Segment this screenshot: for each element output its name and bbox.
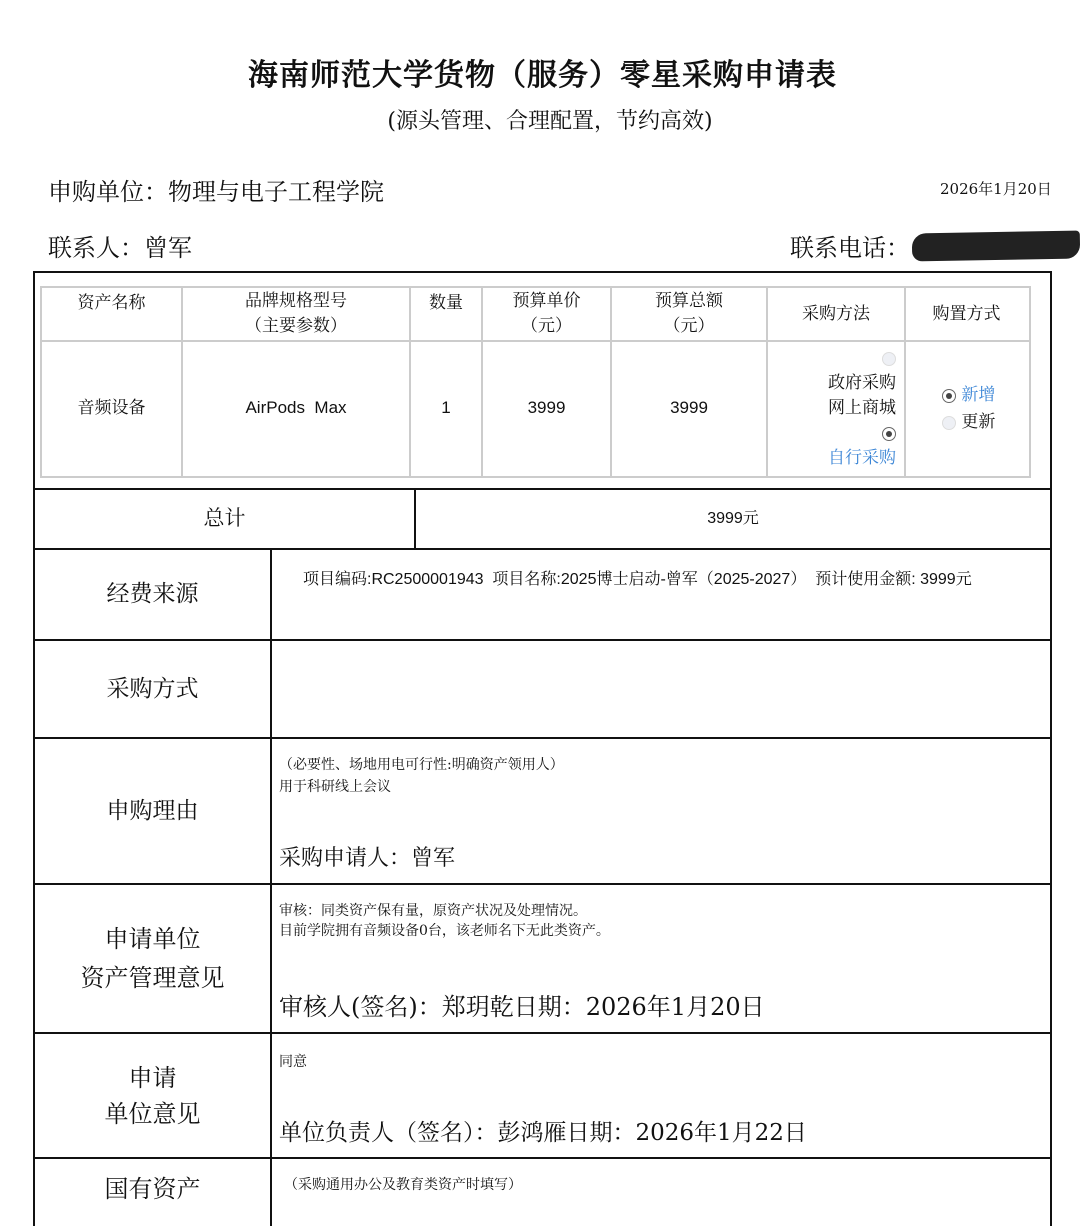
radio-update[interactable] <box>942 416 956 430</box>
asset-text: 目前学院拥有音频设备0台，该老师名下无此类资产。 <box>279 923 610 939</box>
unit-label: 申购单位： <box>48 178 168 206</box>
form-date: 2026年1月20日 <box>940 180 1052 198</box>
total-value: 3999元 <box>707 510 759 528</box>
unit-value: 物理与电子工程学院 <box>168 178 384 206</box>
phone-label: 联系电话： <box>790 234 910 262</box>
radio-self-purchase[interactable] <box>882 427 896 441</box>
opinion-text: 同意 <box>279 1054 307 1070</box>
header-qty: 数量 <box>429 292 463 313</box>
option-gov-mall[interactable]: 政府采购 网上商城 <box>828 373 896 418</box>
item-model: AirPods Max <box>245 397 347 417</box>
contact-label: 联系人： <box>48 234 144 262</box>
header-total: 预算总额 （元） <box>655 291 723 336</box>
item-qty: 1 <box>441 397 451 417</box>
form-subtitle: (源头管理、合理配置，节约高效) <box>387 109 713 134</box>
purchase-options <box>942 382 995 436</box>
header-asset-name: 资产名称 <box>77 292 146 313</box>
state-asset-label: 国有资产 <box>104 1175 201 1203</box>
method-label: 采购方式 <box>106 675 199 702</box>
phone-redaction <box>912 231 1080 262</box>
contact-row <box>48 228 192 263</box>
header-unit-price: 预算单价 （元） <box>512 291 581 336</box>
item-unit-price: 3999 <box>527 397 566 417</box>
opinion-label: 申请 单位意见 <box>104 1063 201 1128</box>
total-label: 总计 <box>203 506 246 531</box>
contact-value: 曾军 <box>144 234 192 262</box>
method-options <box>768 346 896 471</box>
radio-gov-mall[interactable] <box>882 352 896 366</box>
applicant-sign: 采购申请人：曾军 <box>279 846 456 871</box>
reason-text: 用于科研线上会议 <box>279 779 391 795</box>
asset-label: 申请单位 资产管理意见 <box>80 925 225 992</box>
header-model: 品牌规格型号 （主要参数） <box>245 291 347 336</box>
radio-new[interactable] <box>942 389 956 403</box>
item-name: 音频设备 <box>77 397 146 418</box>
opinion-sign: 单位负责人（签名）：彭鸿雁日期：2026年1月22日 <box>279 1120 807 1146</box>
funding-text: 项目编码:RC2500001943 项目名称:2025博士启动-曾军（2025-2027） 预计使用金额: 3999元 <box>303 571 972 588</box>
asset-hint: 审核：同类资产保有量，原资产状况及处理情况。 <box>279 903 587 919</box>
reason-label: 申购理由 <box>106 797 199 824</box>
unit-row <box>48 172 384 207</box>
header-purchase-type: 购置方式 <box>932 303 1001 324</box>
state-asset-hint: （采购通用办公及教育类资产时填写） <box>284 1177 522 1193</box>
reason-hint: （必要性、场地用电可行性:明确资产领用人） <box>279 757 564 773</box>
form-title: 海南师范大学货物（服务）零星采购申请表 <box>248 58 837 93</box>
header-method: 采购方法 <box>802 303 870 324</box>
funding-label: 经费来源 <box>106 581 199 608</box>
option-self-purchase[interactable]: 自行采购 <box>828 448 896 468</box>
asset-sign: 审核人(签名)：郑玥乾日期：2026年1月20日 <box>279 993 765 1021</box>
option-update[interactable]: 更新 <box>961 412 996 432</box>
option-new[interactable]: 新增 <box>961 385 996 405</box>
item-total: 3999 <box>670 397 708 417</box>
